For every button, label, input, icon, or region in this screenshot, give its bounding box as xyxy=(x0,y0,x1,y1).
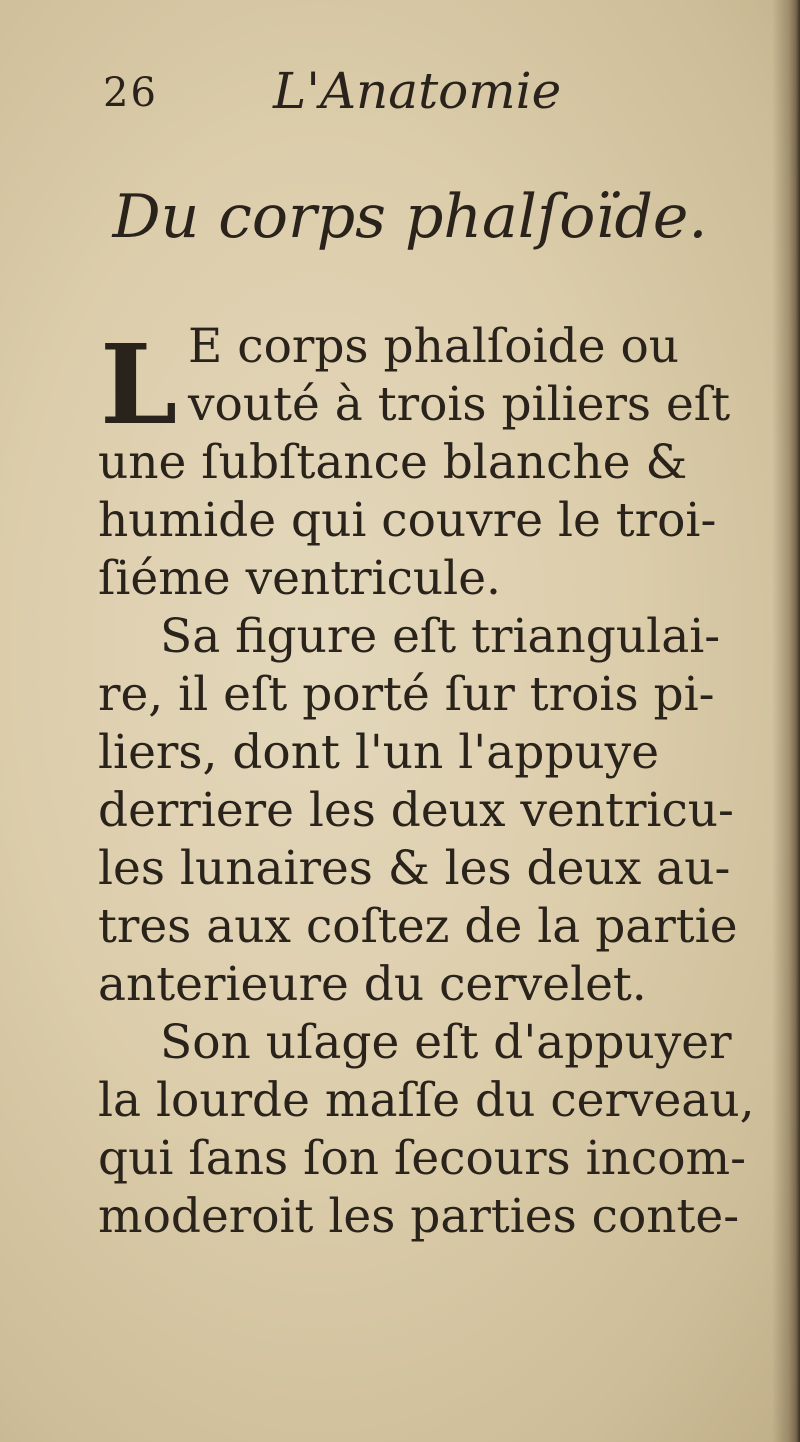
text-line: ſiéme ventricule. xyxy=(98,551,501,606)
text-line: la lourde maſſe du cerveau, xyxy=(98,1073,755,1128)
section-heading: Du corps phalſoïde. xyxy=(112,182,708,252)
page-number: 26 xyxy=(103,70,158,116)
text-line: vouté à trois piliers eſt xyxy=(188,377,731,432)
text-line: moderoit les parties conte- xyxy=(98,1189,740,1244)
text-line: Son uſage eſt d'appuyer xyxy=(160,1015,732,1070)
page-header xyxy=(95,62,615,132)
text-line: liers, dont l'un l'appuye xyxy=(98,725,660,780)
text-line: anterieure du cervelet. xyxy=(98,957,647,1012)
text-line: tres aux coſtez de la partie xyxy=(98,899,738,954)
running-title: L'Anatomie xyxy=(273,62,562,120)
text-line: les lunaires & les deux au- xyxy=(98,841,731,896)
text-line: re, il eſt porté ſur trois pi- xyxy=(98,667,715,722)
text-line: Sa figure eſt triangulai- xyxy=(160,609,721,664)
text-line: une ſubſtance blanche & xyxy=(98,435,688,490)
drop-cap-letter: L xyxy=(100,320,178,449)
text-line: qui ſans ſon ſecours incom- xyxy=(98,1131,746,1186)
text-line: derriere les deux ventricu- xyxy=(98,783,734,838)
text-line: humide qui couvre le troi- xyxy=(98,493,717,548)
text-line: E corps phalſoide ou xyxy=(188,319,680,374)
body-text xyxy=(98,318,755,1246)
